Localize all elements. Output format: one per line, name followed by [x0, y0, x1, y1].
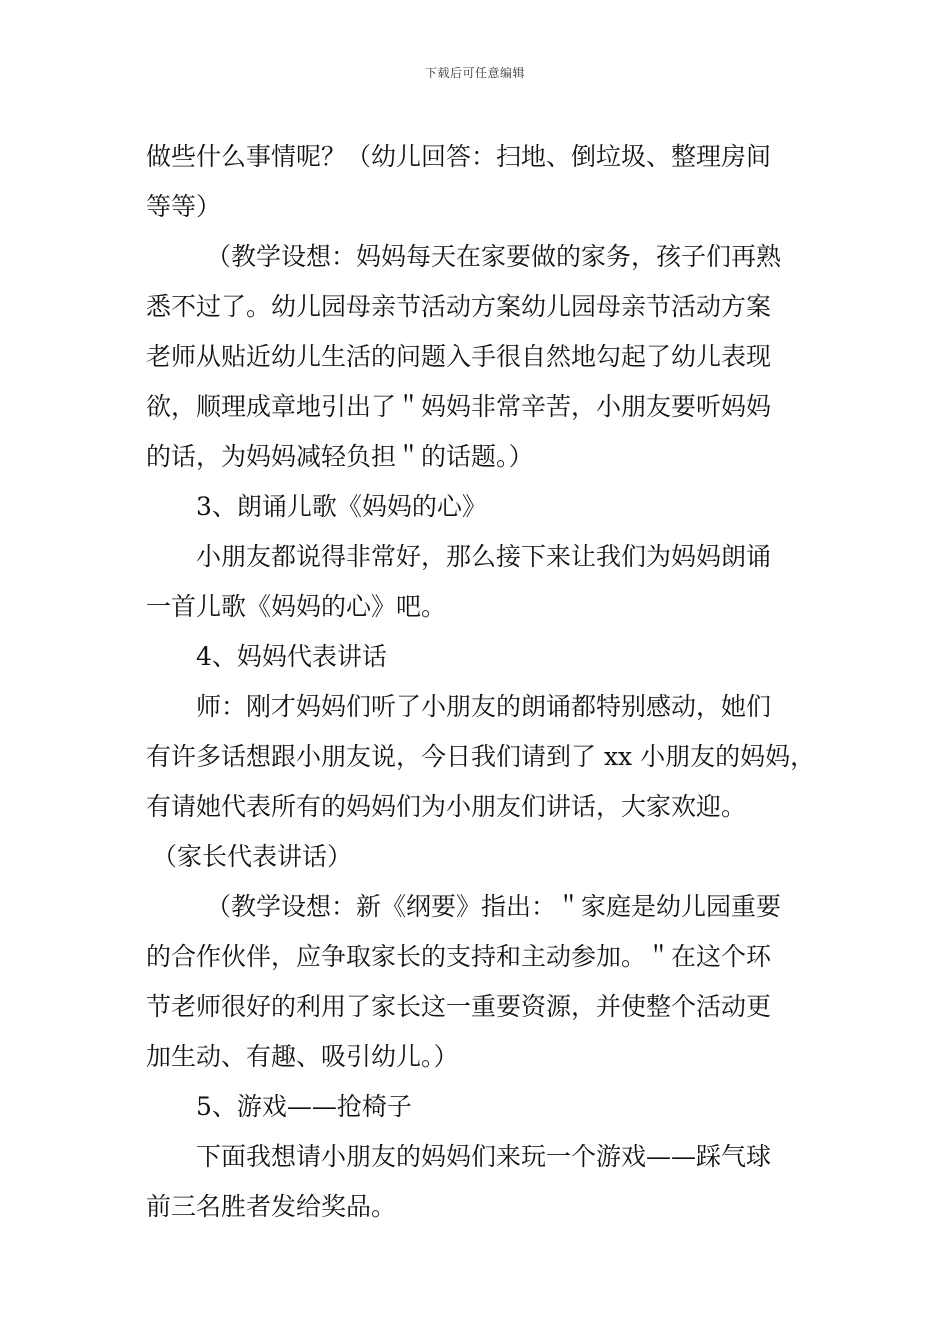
paragraph-line: 一首儿歌《妈妈的心》吧。: [146, 592, 447, 621]
paragraph-line: 小朋友都说得非常好，那么接下来让我们为妈妈朗诵: [196, 542, 772, 571]
section-heading: 4、妈妈代表讲话: [196, 642, 387, 671]
paragraph-line: 有许多话想跟小朋友说，今日我们请到了 xx 小朋友的妈妈，: [146, 742, 816, 771]
paragraph-line: 的话，为妈妈减轻负担＂的话题。）: [146, 442, 534, 471]
paragraph-line: 下面我想请小朋友的妈妈们来玩一个游戏——踩气球: [196, 1142, 772, 1171]
page-header: 下载后可任意编辑: [424, 66, 525, 80]
paragraph-line: 有请她代表所有的妈妈们为小朋友们讲话，大家欢迎。: [146, 792, 747, 821]
paragraph-line: （教学设想：新《纲要》指出：＂家庭是幼儿园重要: [206, 892, 782, 921]
paragraph-line: 悉不过了。幼儿园母亲节活动方案幼儿园母亲节活动方案: [146, 292, 772, 321]
paragraph-line: 等等）: [146, 192, 222, 221]
paragraph-line: 欲，顺理成章地引出了＂妈妈非常辛苦，小朋友要听妈妈: [146, 392, 772, 421]
paragraph-line: 前三名胜者发给奖品。: [146, 1192, 397, 1221]
paragraph-line: （家长代表讲话）: [152, 842, 353, 871]
section-heading: 5、游戏——抢椅子: [196, 1092, 412, 1121]
paragraph-line: 做些什么事情呢？（幼儿回答：扫地、倒垃圾、整理房间: [146, 142, 772, 171]
document-body: [146, 132, 816, 1232]
paragraph-line: 节老师很好的利用了家长这一重要资源，并使整个活动更: [146, 992, 772, 1021]
paragraph-line: （教学设想：妈妈每天在家要做的家务，孩子们再熟: [206, 242, 782, 271]
section-heading: 3、朗诵儿歌《妈妈的心》: [196, 492, 487, 521]
paragraph-line: 老师从贴近幼儿生活的问题入手很自然地勾起了幼儿表现: [146, 342, 772, 371]
paragraph-line: 师：刚才妈妈们听了小朋友的朗诵都特别感动，她们: [196, 692, 772, 721]
paragraph-line: 加生动、有趣、吸引幼儿。）: [146, 1042, 459, 1071]
paragraph-line: 的合作伙伴，应争取家长的支持和主动参加。＂在这个环: [146, 942, 772, 971]
